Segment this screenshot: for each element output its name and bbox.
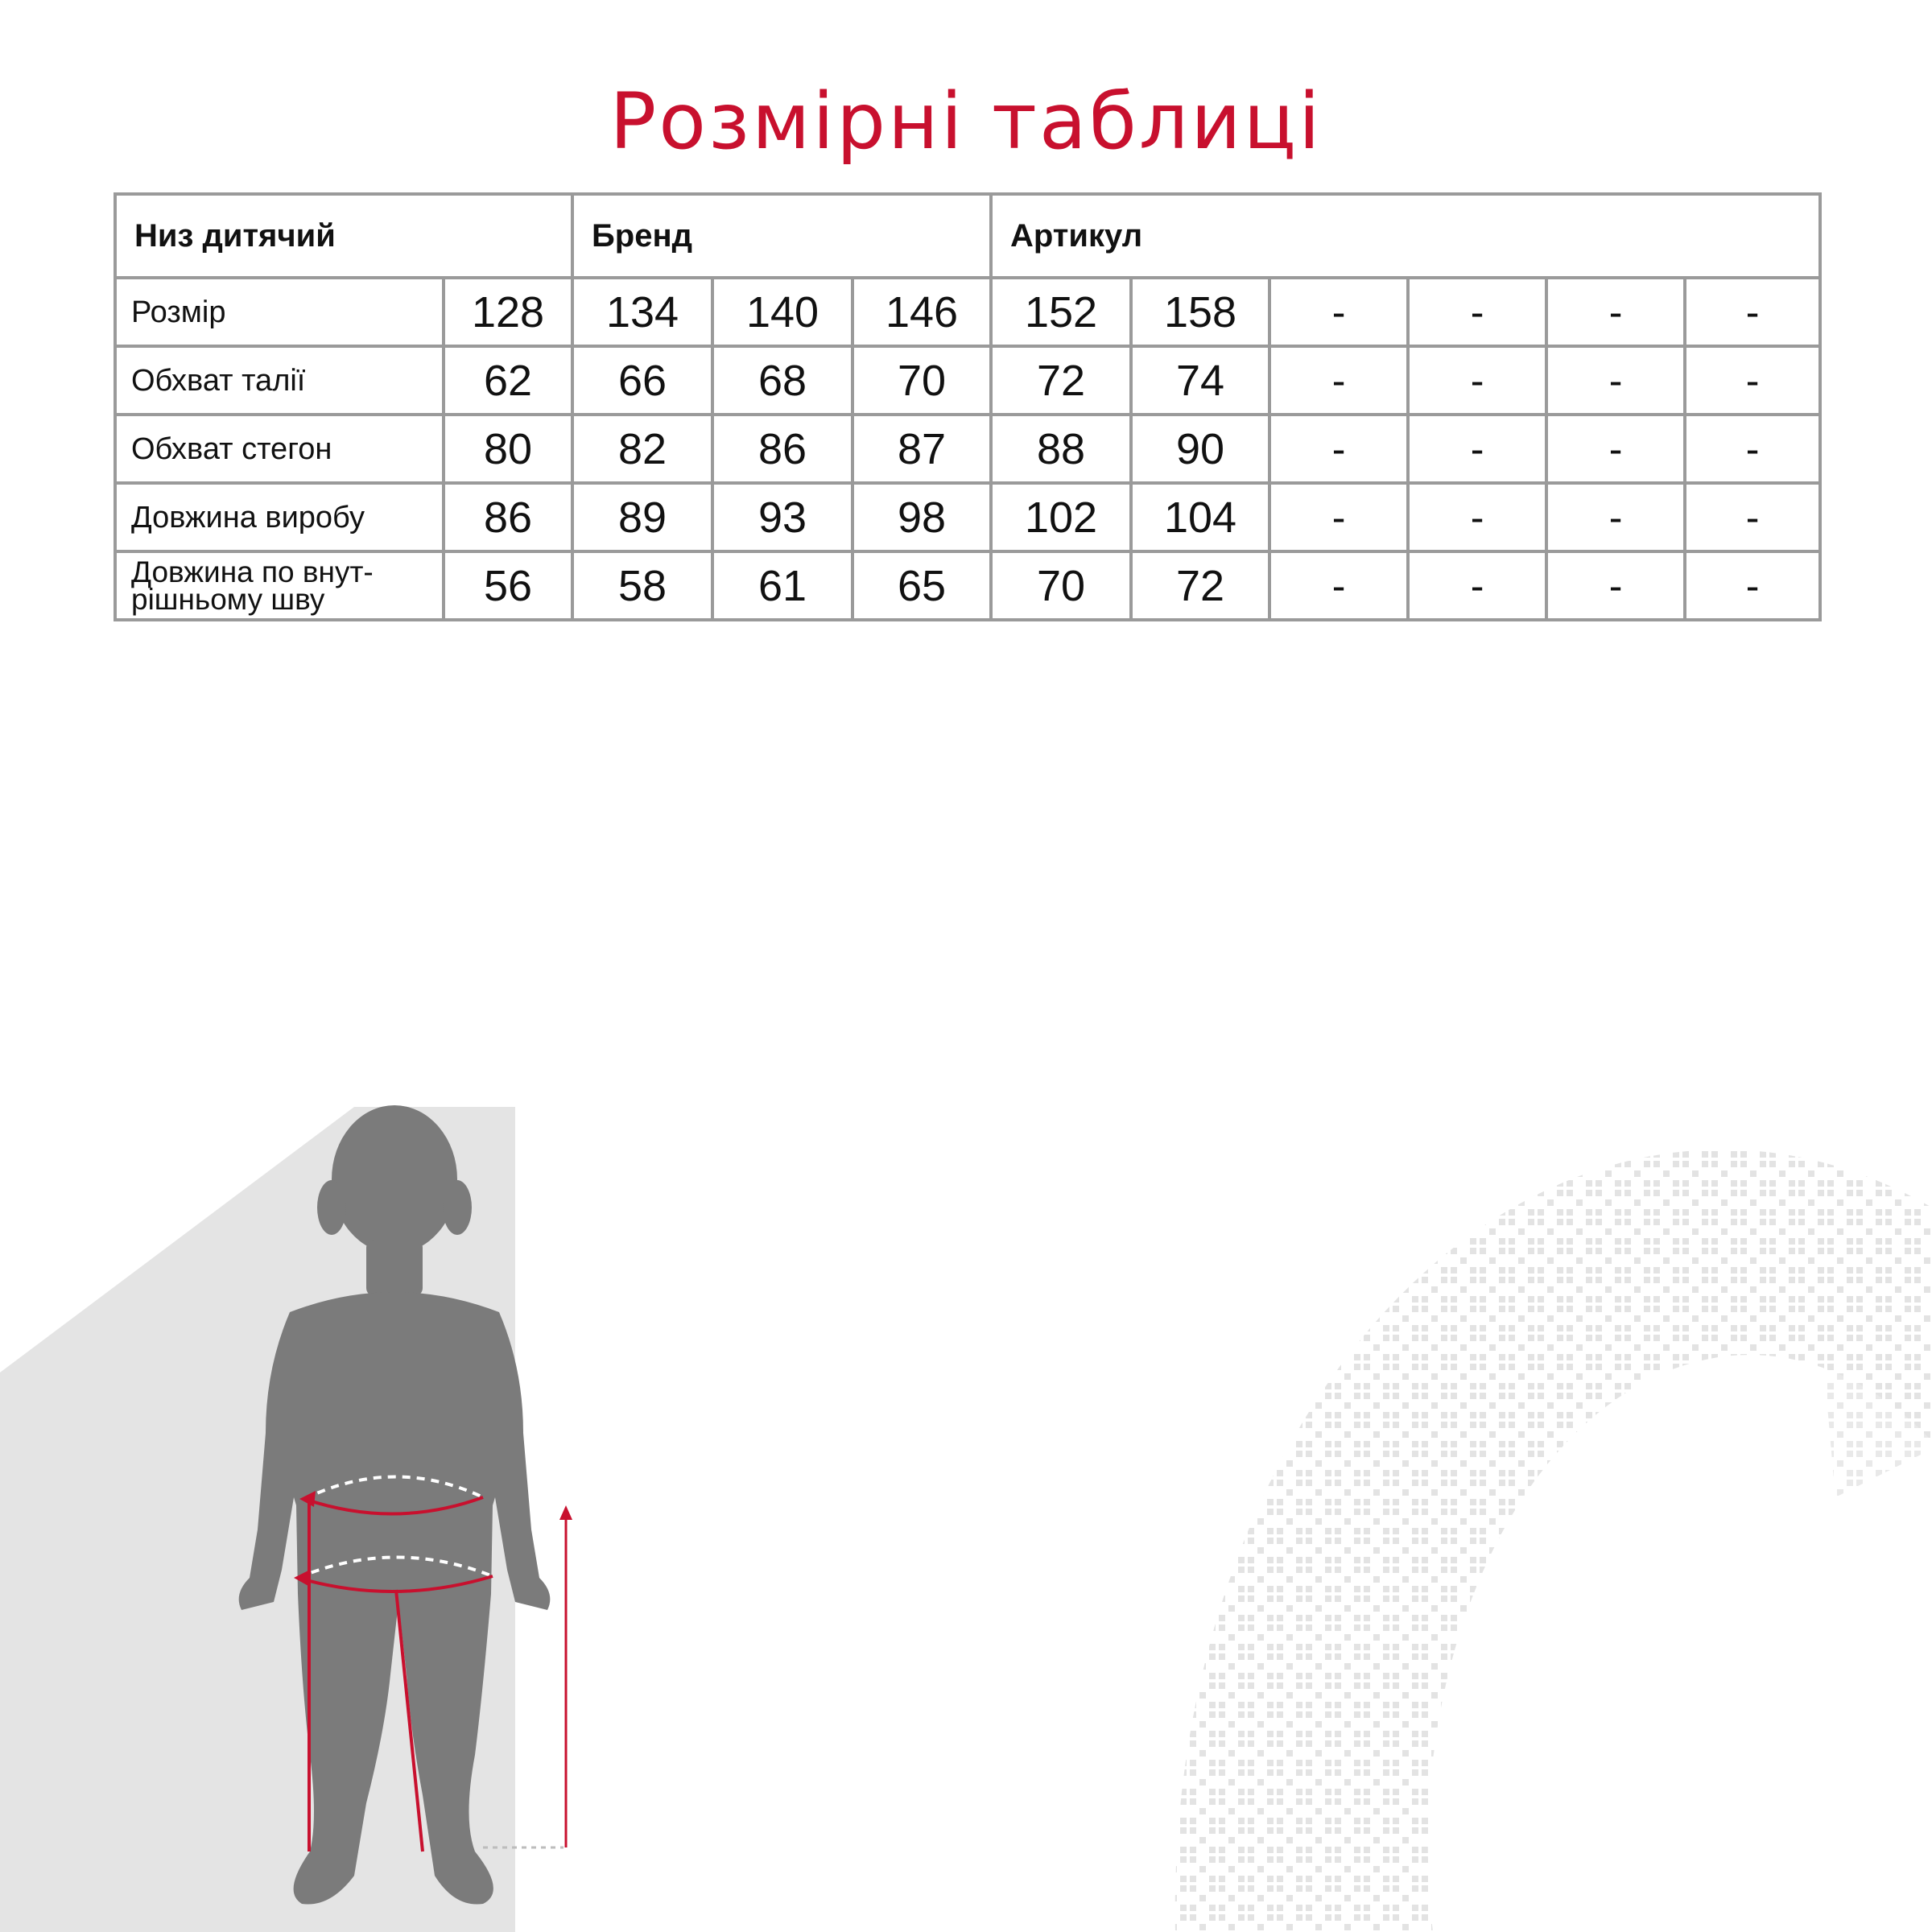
table-cell: 72 xyxy=(1131,551,1269,620)
page-title: Розмірні таблиці xyxy=(609,76,1323,167)
table-cell: - xyxy=(1546,483,1685,551)
article-header: Артикул xyxy=(991,194,1820,278)
table-cell: - xyxy=(1685,278,1820,346)
table-cell: 70 xyxy=(991,551,1131,620)
table-cell: - xyxy=(1685,551,1820,620)
table-cell: 128 xyxy=(444,278,572,346)
table-cell: - xyxy=(1269,415,1408,483)
table-cell: 88 xyxy=(991,415,1131,483)
table-cell: - xyxy=(1269,483,1408,551)
row-label-line: Довжина по внут- xyxy=(131,555,374,588)
category-header: Низ дитячий xyxy=(115,194,572,278)
table-cell: - xyxy=(1546,551,1685,620)
row-label: Обхват талії xyxy=(115,346,444,415)
table-cell: - xyxy=(1685,483,1820,551)
table-cell: 61 xyxy=(712,551,852,620)
table-cell: 87 xyxy=(852,415,991,483)
table-cell: - xyxy=(1685,346,1820,415)
row-label: Обхват стегон xyxy=(115,415,444,483)
table-cell: 140 xyxy=(712,278,852,346)
table-cell: 82 xyxy=(572,415,712,483)
table-cell: 90 xyxy=(1131,415,1269,483)
table-cell: - xyxy=(1269,278,1408,346)
table-cell: 70 xyxy=(852,346,991,415)
table-cell: - xyxy=(1546,346,1685,415)
table-cell: - xyxy=(1685,415,1820,483)
table-cell: 152 xyxy=(991,278,1131,346)
table-cell: 65 xyxy=(852,551,991,620)
table-cell: 68 xyxy=(712,346,852,415)
table-cell: 74 xyxy=(1131,346,1269,415)
table-cell: - xyxy=(1269,551,1408,620)
table-cell: - xyxy=(1269,346,1408,415)
row-label-line: рішньому шву xyxy=(131,582,325,616)
row-label: Довжина виробу xyxy=(115,483,444,551)
table-cell: - xyxy=(1408,483,1546,551)
table-cell: 66 xyxy=(572,346,712,415)
table-cell: 72 xyxy=(991,346,1131,415)
table-cell: 80 xyxy=(444,415,572,483)
table-cell: 134 xyxy=(572,278,712,346)
table-cell: 62 xyxy=(444,346,572,415)
row-label: Розмір xyxy=(115,278,444,346)
table-cell: - xyxy=(1408,551,1546,620)
table-cell: 158 xyxy=(1131,278,1269,346)
table-cell: 102 xyxy=(991,483,1131,551)
table-cell: 86 xyxy=(444,483,572,551)
table-cell: - xyxy=(1546,278,1685,346)
table-cell: 104 xyxy=(1131,483,1269,551)
table-cell: - xyxy=(1408,278,1546,346)
table-cell: 93 xyxy=(712,483,852,551)
table-cell: 58 xyxy=(572,551,712,620)
table-cell: - xyxy=(1408,415,1546,483)
ukrainian-ornament-icon xyxy=(1175,1150,1932,1932)
table-cell: 56 xyxy=(444,551,572,620)
table-cell: - xyxy=(1408,346,1546,415)
table-cell: 146 xyxy=(852,278,991,346)
brand-header: Бренд xyxy=(572,194,991,278)
table-cell: 86 xyxy=(712,415,852,483)
table-cell: - xyxy=(1546,415,1685,483)
table-cell: 98 xyxy=(852,483,991,551)
table-cell: 89 xyxy=(572,483,712,551)
